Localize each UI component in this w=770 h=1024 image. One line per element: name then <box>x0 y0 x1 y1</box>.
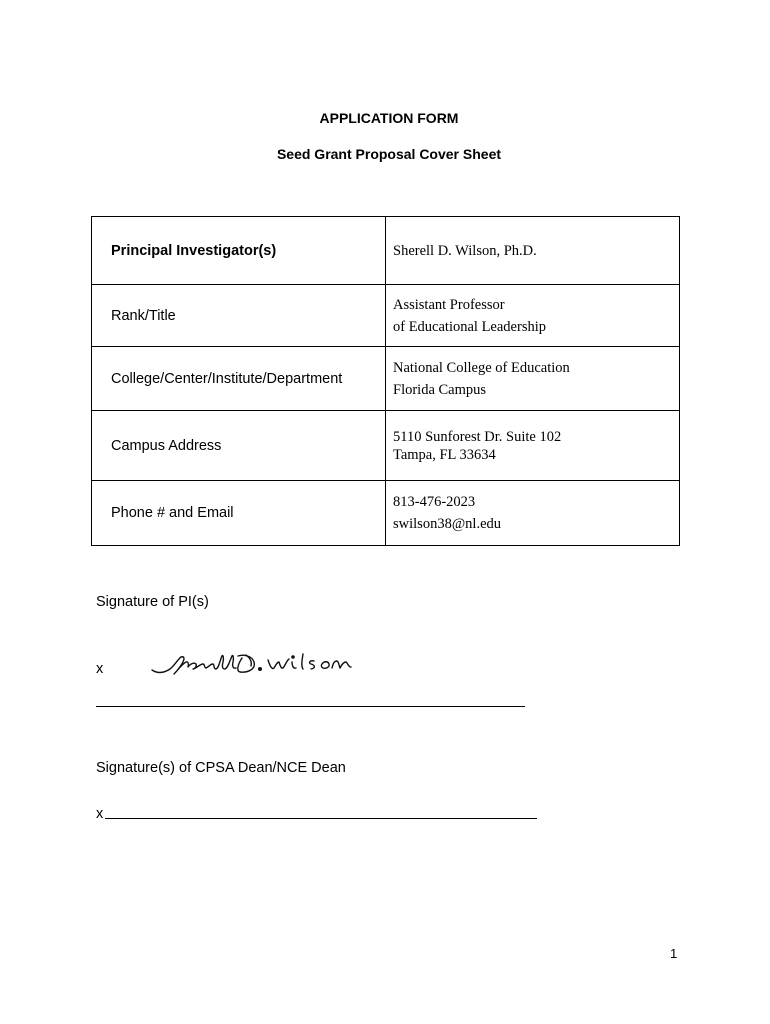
value-line: 813-476-2023 <box>393 494 476 510</box>
row-label-phone-email: Phone # and Email <box>92 481 386 546</box>
value-line: Florida Campus <box>393 381 487 398</box>
row-value-phone-email <box>386 481 680 546</box>
dean-signature-x-mark: x <box>96 806 104 822</box>
pi-handwritten-signature <box>148 648 388 684</box>
dean-signature-label: Signature(s) of CPSA Dean/NCE Dean <box>96 760 346 776</box>
value-line: 5110 Sunforest Dr. Suite 102 <box>393 428 562 445</box>
form-subtitle: Seed Grant Proposal Cover Sheet <box>276 146 502 162</box>
value-line: Assistant Professor <box>393 296 505 313</box>
cover-sheet-table <box>91 216 680 546</box>
row-value-campus-address <box>386 411 680 481</box>
form-title: APPLICATION FORM <box>319 110 459 126</box>
row-value-principal-investigator <box>386 217 680 285</box>
value-line: Tampa, FL 33634 <box>393 446 496 463</box>
table-row <box>92 411 680 481</box>
table-row <box>92 481 680 546</box>
page-number: 1 <box>670 946 678 961</box>
row-label-rank-title: Rank/Title <box>92 285 386 347</box>
table-row <box>92 285 680 347</box>
pi-signature-x-mark: x <box>96 661 104 677</box>
value-line: Sherell D. Wilson, Ph.D. <box>393 242 537 259</box>
row-value-rank-title <box>386 285 680 347</box>
row-label-department: College/Center/Institute/Department <box>92 347 386 411</box>
value-line: National College of Education <box>393 359 570 376</box>
table-row <box>92 347 680 411</box>
dean-signature-line <box>105 818 537 819</box>
row-label-campus-address: Campus Address <box>92 411 386 481</box>
pi-signature-label: Signature of PI(s) <box>96 594 209 610</box>
value-line: of Educational Leadership <box>393 318 546 335</box>
table-row <box>92 217 680 285</box>
row-value-department <box>386 347 680 411</box>
row-label-principal-investigator: Principal Investigator(s) <box>92 217 386 285</box>
value-line: swilson38@nl.edu <box>393 516 502 532</box>
pi-signature-line <box>96 706 525 707</box>
